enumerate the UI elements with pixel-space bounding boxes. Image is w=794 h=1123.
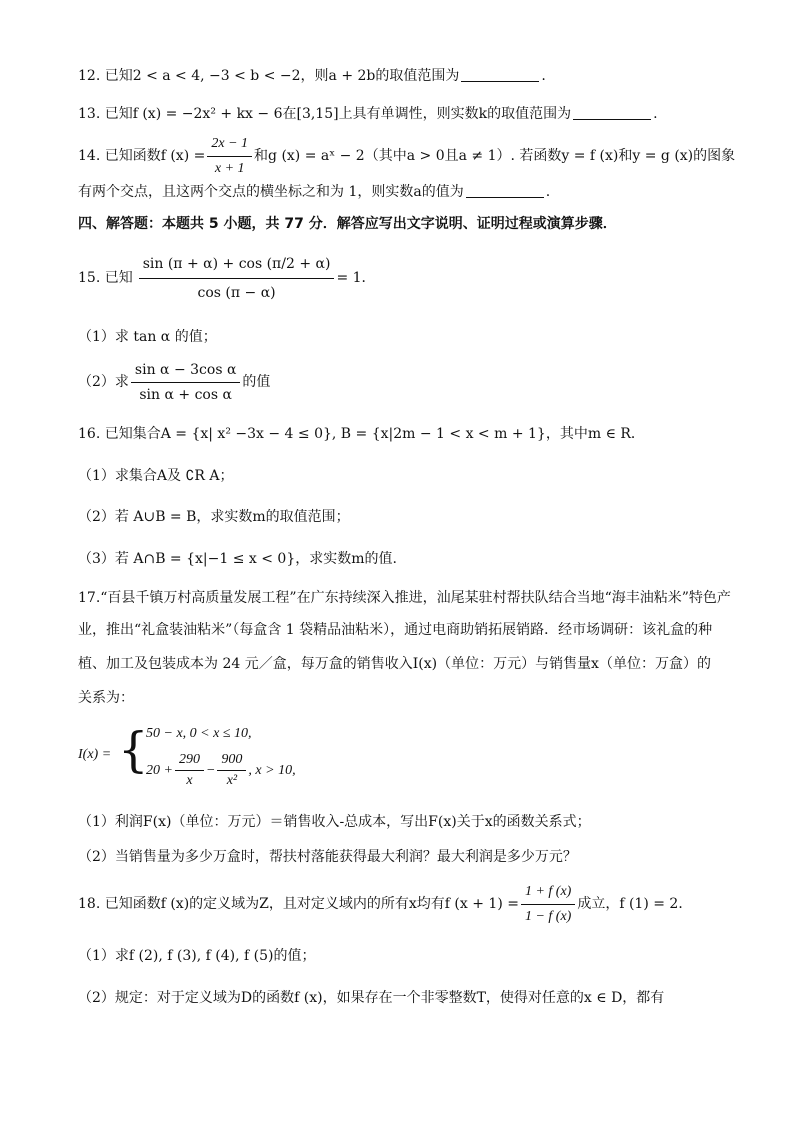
- question-16-part1: （1）求集合A及 ∁R A；: [78, 468, 234, 484]
- piecewise-case-2: [146, 752, 296, 789]
- answer-blank: [573, 105, 651, 120]
- question-17-part1: （1）利润F(x)（单位：万元）＝销售收入-总成本，写出F(x)关于x的函数关系式；: [78, 814, 591, 830]
- question-14: [78, 135, 736, 176]
- question-16-part2: （2）若 A∪B = B，求实数m的取值范围；: [78, 509, 350, 525]
- case2-minus: −: [205, 762, 216, 778]
- q18-text-b: 成立，f (1) = 2．: [577, 896, 693, 912]
- left-brace-icon: {: [118, 722, 149, 778]
- section-heading: 四、解答题：本题共 5 小题，共 77 分．解答应写出文字说明、证明过程或演算步骤．: [78, 216, 617, 232]
- question-15-part2: [78, 360, 730, 404]
- question-17-part2: （2）当销售量为多少万盒时，帮扶村落能获得最大利润？最大利润是多少万元？: [78, 849, 577, 865]
- q15-fraction: [139, 254, 335, 303]
- q15-2-fraction: [131, 360, 240, 405]
- q14-end: .: [545, 184, 551, 200]
- q12-text: 12. 已知2 < a < 4, −3 < b < −2，则a + 2b的取值范围为: [78, 68, 460, 84]
- fraction-numerator: 1 + f (x): [521, 882, 575, 905]
- fraction-numerator: 290: [175, 752, 204, 771]
- q15-prefix: 15. 已知: [78, 270, 133, 286]
- piecewise-lhs: I(x) =: [78, 747, 112, 762]
- question-15: [78, 248, 730, 308]
- answer-blank: [461, 67, 539, 82]
- case2-frac-1: [175, 752, 204, 789]
- q14-fraction: [207, 134, 252, 179]
- fraction-denominator: sin α + cos α: [139, 386, 232, 403]
- case2-frac-2: [217, 752, 246, 789]
- q15-2-prefix: （2）求: [78, 374, 129, 390]
- fraction-numerator: sin (π + α) + cos (π/2 + α): [139, 254, 335, 279]
- question-17-line2: 业，推出“礼盒装油粘米”（每盒含 1 袋精品油粘米），通过电商助销拓展销路．经市场调研：该礼盒的种: [78, 622, 713, 638]
- q14-text-b: 和g (x) = aˣ − 2（其中a > 0且a ≠ 1）. 若函数y = f (x)和y = g (x)的图象: [254, 148, 736, 164]
- piecewise-function: [78, 722, 378, 792]
- q13-end: .: [653, 106, 658, 122]
- fraction-numerator: 900: [217, 752, 246, 771]
- fraction-denominator: x²: [226, 773, 238, 788]
- fraction-denominator: 1 − f (x): [524, 908, 572, 924]
- q14-text-c: 有两个交点，且这两个交点的横坐标之和为 1，则实数a的值为: [78, 184, 464, 200]
- question-16-part3: （3）若 A∩B = {x|−1 ≤ x < 0}，求实数m的值.: [78, 551, 397, 567]
- q18-text-a: 18. 已知函数f (x)的定义域为Z，且对定义域内的所有x均有f (x + 1) =: [78, 896, 519, 912]
- question-16: 16. 已知集合A = {x| x² −3x − 4 ≤ 0}, B = {x|2m − 1 < x < m + 1}，其中m ∈ R．: [78, 426, 645, 442]
- fraction-numerator: 2x − 1: [207, 134, 252, 157]
- question-17-line1: 17.“百县千镇万村高质量发展工程”在广东持续深入推进，汕尾某驻村帮扶队结合当地“海丰油粘米”特色产: [78, 590, 731, 606]
- question-17-line4: 关系为：: [78, 690, 134, 706]
- question-18-part2: （2）规定：对于定义域为D的函数f (x)，如果存在一个非零整数T，使得对任意的x ∈ D，都有: [78, 990, 665, 1006]
- fraction-denominator: x + 1: [214, 160, 245, 176]
- answer-blank: [466, 183, 544, 198]
- question-18-part1: （1）求f (2), f (3), f (4), f (5)的值；: [78, 948, 316, 964]
- question-14-cont: [78, 182, 730, 202]
- question-13: [78, 104, 730, 124]
- piecewise-case-1: 50 − x, 0 < x ≤ 10,: [146, 726, 252, 741]
- case2-condition: , x > 10,: [248, 762, 296, 778]
- q15-2-suffix: 的值: [242, 374, 271, 390]
- q13-text: 13. 已知f (x) = −2x² + kx − 6在[3,15]上具有单调性，则实数k的取值范围为: [78, 106, 572, 122]
- case2-term-a: 20 +: [146, 762, 173, 778]
- fraction-denominator: x: [186, 773, 193, 788]
- q18-fraction: [521, 882, 575, 927]
- q14-text-a: 14. 已知函数f (x) =: [78, 148, 206, 164]
- question-12: [78, 66, 730, 86]
- question-18: [78, 882, 730, 926]
- question-15-part1: （1）求 tan α 的值；: [78, 329, 217, 345]
- fraction-numerator: sin α − 3cos α: [131, 360, 240, 383]
- q15-suffix: = 1．: [336, 270, 376, 286]
- question-17-line3: 植、加工及包装成本为 24 元／盒，每万盒的销售收入I(x)（单位：万元）与销售量x（单位：万盒）的: [78, 656, 711, 672]
- q12-end: .: [541, 68, 546, 84]
- fraction-denominator: cos (π − α): [197, 284, 276, 301]
